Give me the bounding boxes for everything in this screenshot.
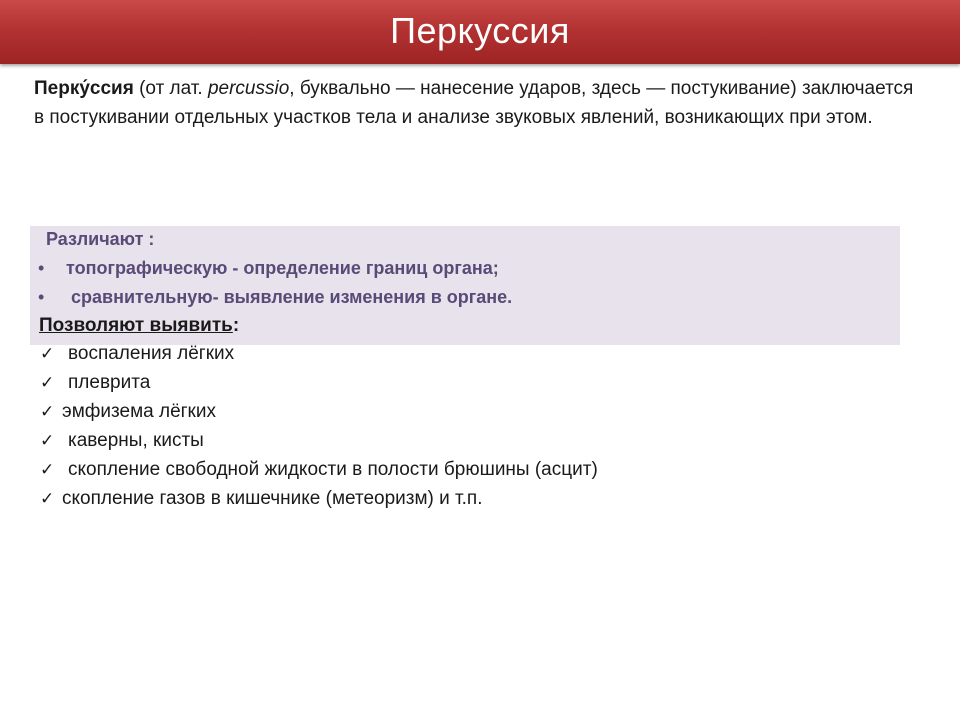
checkmark-icon: ✓ [40, 460, 55, 480]
reveal-heading [39, 315, 239, 337]
bullet-icon: • [38, 287, 45, 307]
definition-text-part1: (от лат. [133, 78, 208, 99]
check-list-item [40, 343, 234, 365]
types-list-item [38, 287, 512, 308]
reveal-heading-colon: : [232, 315, 240, 336]
checkmark-icon: ✓ [40, 344, 55, 364]
checkmark-icon: ✓ [40, 373, 55, 393]
check-item-text: каверны, кисты [68, 430, 204, 451]
definition-term: Перку́ссия [34, 78, 134, 99]
checkmark-icon: ✓ [40, 431, 55, 451]
types-list-item [38, 258, 499, 279]
check-list-item [40, 430, 204, 452]
check-item-text: плеврита [68, 372, 151, 393]
check-item-text: скопление газов в кишечнике (метеоризм) и т.п. [62, 488, 483, 509]
check-list-item [40, 459, 598, 481]
check-item-text: воспаления лёгких [68, 343, 235, 364]
checkmark-icon: ✓ [40, 402, 55, 422]
check-list-item [40, 401, 216, 423]
types-item-text: топографическую - определение границ органа; [66, 258, 499, 278]
bullet-icon: • [38, 258, 45, 278]
check-list-item [40, 488, 483, 510]
reveal-heading-text: Позволяют выявить [39, 315, 233, 336]
types-heading: Различают : [46, 229, 155, 249]
check-item-text: скопление свободной жидкости в полости брюшины (асцит) [68, 459, 598, 480]
title-bar [0, 0, 960, 64]
definition-paragraph [34, 74, 914, 132]
slide-title: Перкуссия [390, 10, 570, 51]
types-item-text: сравнительную- выявление изменения в органе. [66, 287, 513, 307]
check-item-text: эмфизема лёгких [62, 401, 216, 422]
definition-text-part2: , буквально — нанесение ударов, здесь — постукивание) заключается в постукивании отдельных участков тела и анализе звуковых явлений, возникающих при этом. [34, 78, 914, 128]
check-list-item [40, 372, 150, 394]
definition-latin-word: percussio [207, 78, 290, 99]
checkmark-icon: ✓ [40, 489, 55, 509]
